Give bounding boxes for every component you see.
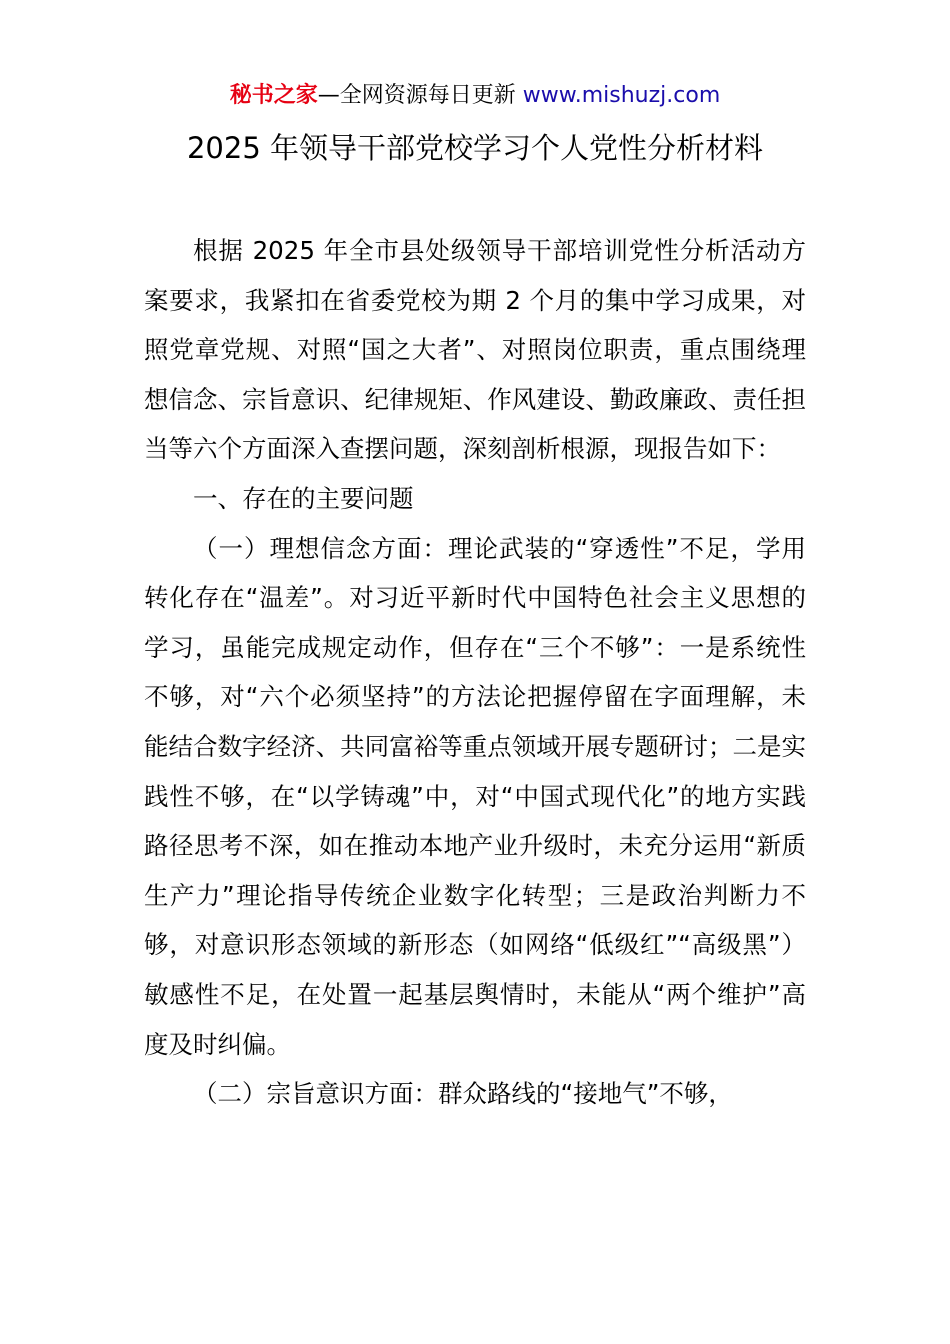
section-heading: 一、存在的主要问题: [193, 483, 414, 513]
site-url-link[interactable]: www.mishuzj.com: [522, 83, 721, 108]
site-tagline: —全网资源每日更新: [317, 83, 523, 108]
body-paragraph: （二）宗旨意识方面：群众路线的“接地气”不够，: [193, 1079, 733, 1109]
intro-paragraph: 根据 2025 年全市县处级领导干部培训党性分析活动方案要求，我紧扣在省委党校为期 2 个月的集中学习成果，对照党章党规、对照“国之大者”、对照岗位职责，重点围绕理想信念、宗旨意识、纪律规矩、作风建设、勤政廉政、责任担当等六个方面深入查摆问题，深刻剖析根源，现报告如下：: [144, 236, 806, 464]
document-title: 2025 年领导干部党校学习个人党性分析材料: [186, 131, 764, 165]
document-body: [144, 226, 806, 1119]
body-paragraph: （一）理想信念方面：理论武装的“穿透性”不足，学用转化存在“温差”。对习近平新时代中国特色社会主义思想的学习，虽能完成规定动作，但存在“三个不够”：一是系统性不够，对“六个必须坚持”的方法论把握停留在字面理解，未能结合数字经济、共同富裕等重点领域开展专题研讨；二是实践性不够，在“以学铸魂”中，对“中国式现代化”的地方实践路径思考不深，如在推动本地产业升级时，未充分运用“新质生产力”理论指导传统企业数字化转型；三是政治判断力不够，对意识形态领域的新形态（如网络“低级红”“高级黑”）敏感性不足，在处置一起基层舆情时，未能从“两个维护”高度及时纠偏。: [144, 533, 806, 1059]
site-brand: 秘书之家: [229, 83, 318, 108]
site-header: [0, 80, 950, 112]
